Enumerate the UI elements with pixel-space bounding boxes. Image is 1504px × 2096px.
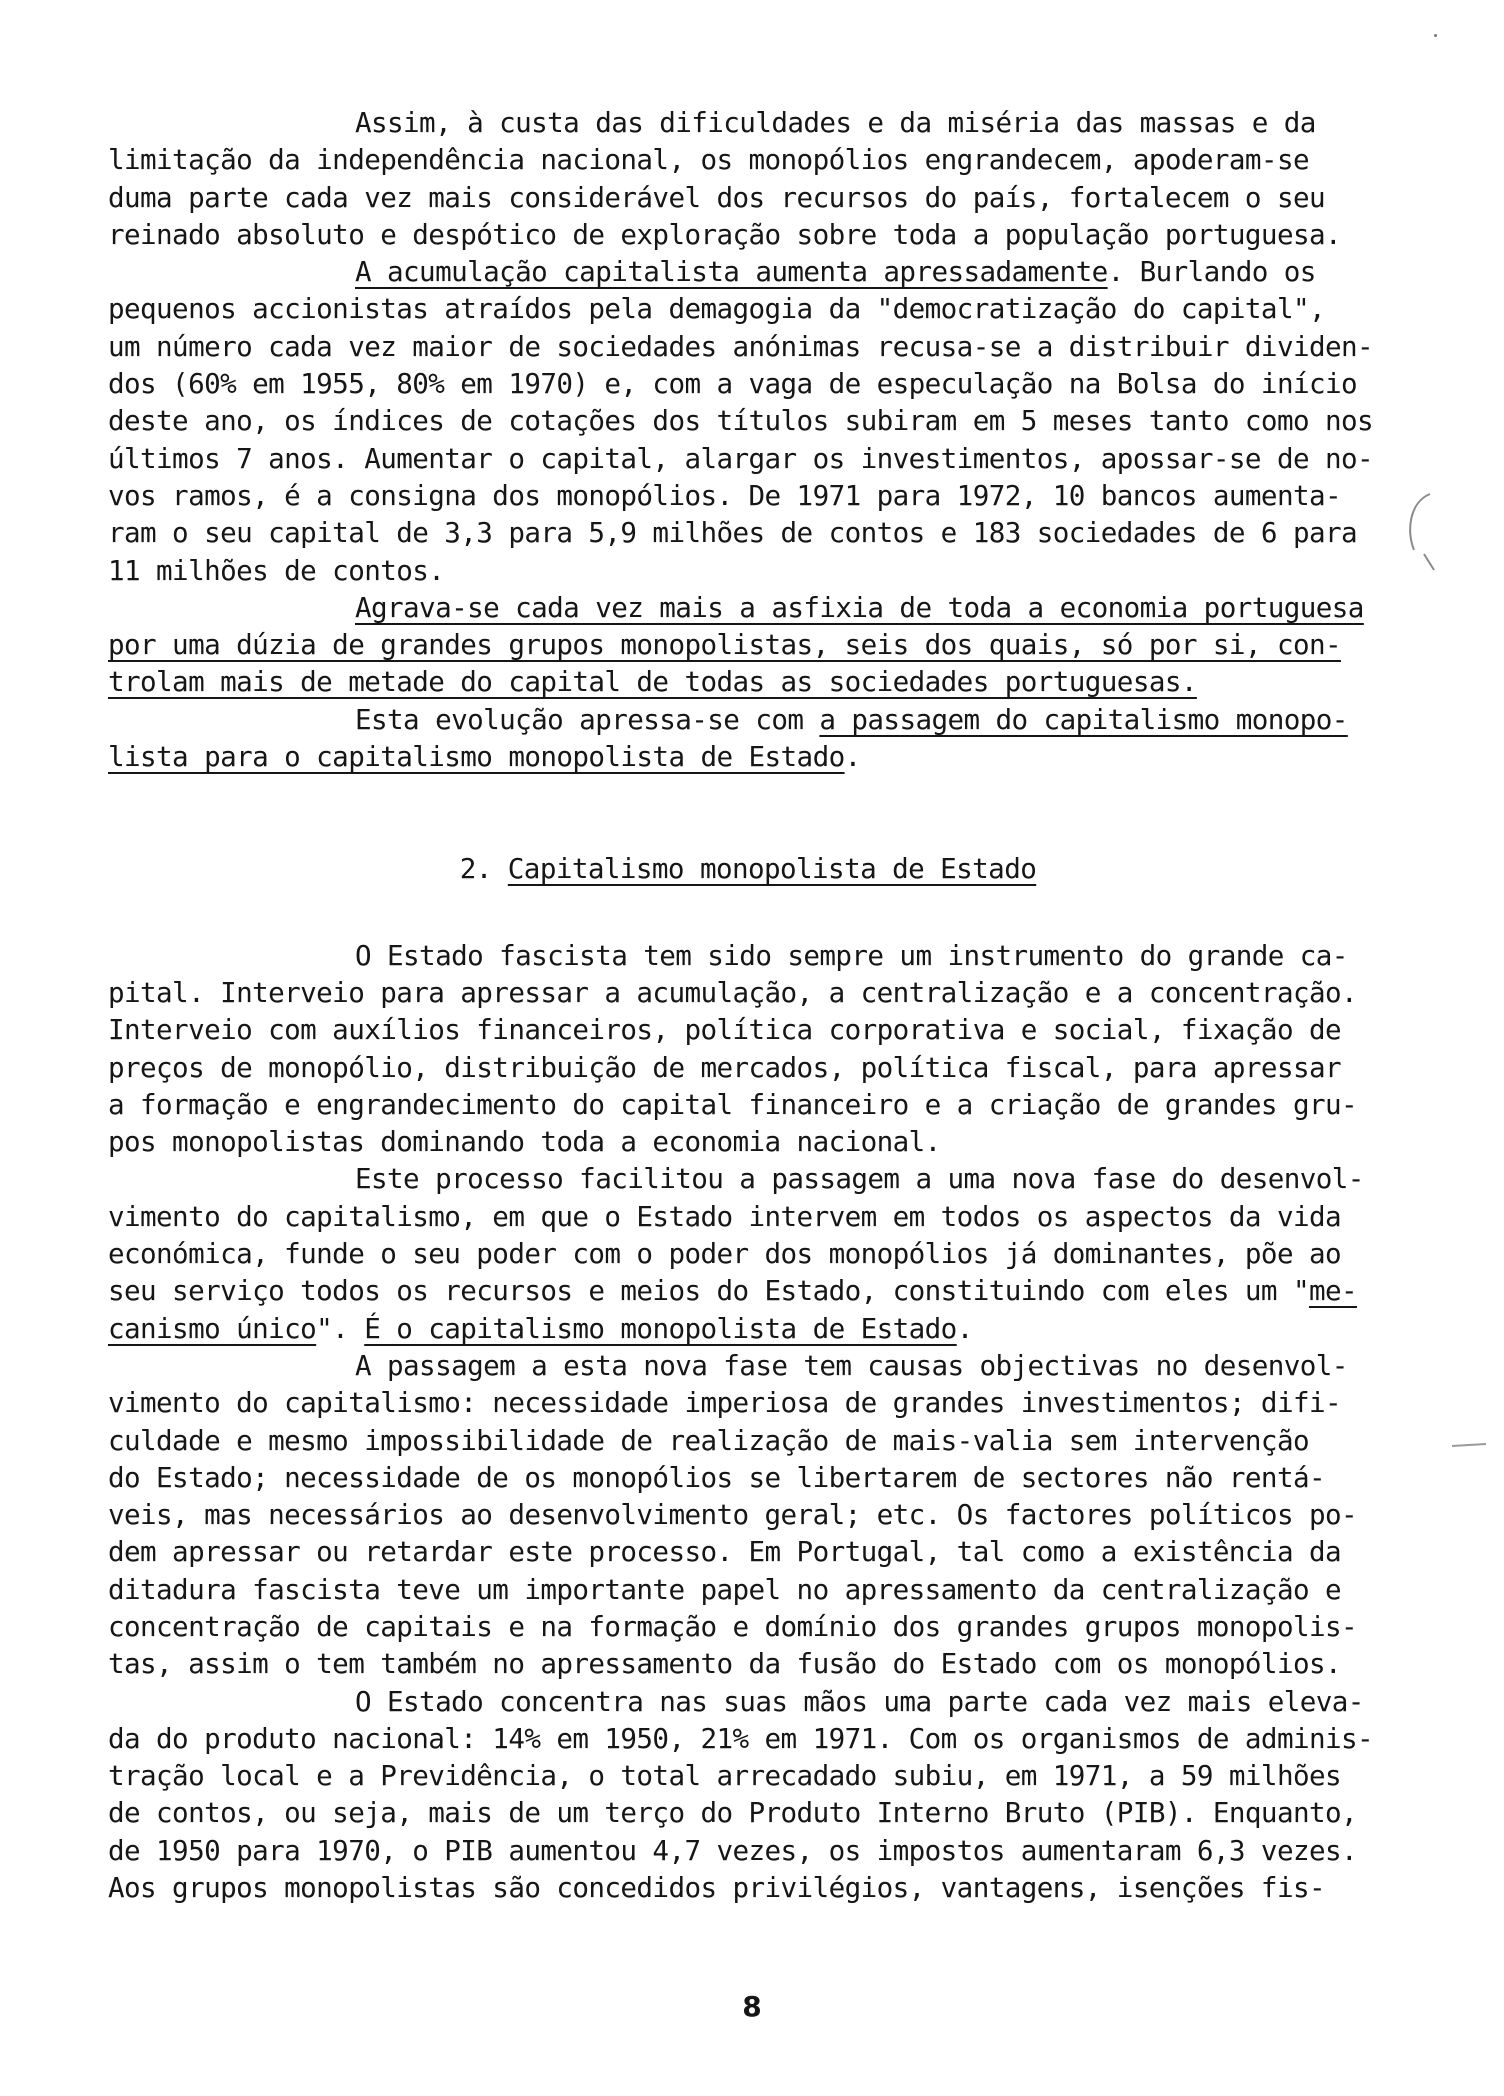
section-number: 2. [459, 852, 508, 886]
paragraph-line: Este processo facilitou a passagem a uma nova fase do desenvol- [355, 1162, 1364, 1196]
underlined-phrase: É o capitalismo monopolista de Estado [364, 1311, 957, 1345]
underlined-phrase: Agrava-se cada vez mais a asfixia de toda a economia portuguesa [355, 590, 1364, 624]
paragraph-line: da do produto nacional: 14% em 1950, 21% em 1971. Com os organismos de adminis- [108, 1721, 1374, 1755]
paragraph-line [108, 253, 1388, 290]
text-run: seu serviço todos os recursos e meios do Estado, constituindo com eles um " [108, 1274, 1309, 1308]
paragraph-line [108, 1272, 1388, 1309]
paragraph-line: económica, funde o seu poder com o poder dos monopólios já dominantes, põe ao [108, 1237, 1341, 1271]
text-run: . [844, 740, 861, 774]
underlined-phrase: trolam mais de metade do capital de todas as sociedades portuguesas. [108, 665, 1197, 699]
section-1-text [108, 104, 1388, 775]
scan-artifact-dash [1450, 1436, 1490, 1456]
scan-speck [1434, 34, 1437, 37]
paragraph-line: O Estado concentra nas suas mãos uma parte cada vez mais eleva- [355, 1684, 1364, 1718]
paragraph-line: de 1950 para 1970, o PIB aumentou 4,7 vezes, os impostos aumentaram 6,3 vezes. [108, 1833, 1358, 1867]
paragraph-line: vos ramos, é a consigna dos monopólios. De 1971 para 1972, 10 bancos aumenta- [108, 478, 1341, 512]
paragraph-line: culdade e mesmo impossibilidade de realização de mais-valia sem intervenção [108, 1423, 1309, 1457]
paragraph-line [108, 1310, 1388, 1347]
text-run: . [956, 1311, 973, 1345]
paragraph-line: ditadura fascista teve um importante papel no apressamento da centralização e [108, 1572, 1341, 1606]
underlined-phrase: a passagem do capitalismo monopo- [819, 702, 1348, 736]
section-2-text [108, 937, 1388, 1907]
document-page [108, 104, 1388, 1906]
text-run: . Burlando os [1107, 255, 1316, 289]
paragraph-line: Interveio com auxílios financeiros, política corporativa e social, fixação de [108, 1013, 1341, 1047]
paragraph-line: do Estado; necessidade de os monopólios se libertarem de sectores não rentá- [108, 1460, 1325, 1494]
paragraph-line: vimento do capitalismo, em que o Estado intervem em todos os aspectos da vida [108, 1199, 1341, 1233]
paragraph-line: vimento do capitalismo: necessidade imperiosa de grandes investimentos; difi- [108, 1386, 1341, 1420]
paragraph-line: pequenos accionistas atraídos pela demagogia da "democratização do capital", [108, 292, 1325, 326]
paragraph-line [108, 589, 1388, 626]
underlined-phrase: por uma dúzia de grandes grupos monopolistas, seis dos quais, só por si, con- [108, 628, 1341, 662]
paragraph-line: ram o seu capital de 3,3 para 5,9 milhões de contos e 183 sociedades de 6 para [108, 516, 1358, 550]
paragraph-line: Aos grupos monopolistas são concedidos privilégios, vantagens, isenções fis- [108, 1871, 1325, 1905]
section-title: Capitalismo monopolista de Estado [507, 852, 1037, 886]
section-heading [108, 850, 1388, 887]
text-run: ". [316, 1311, 365, 1345]
scan-artifact-mark [1400, 490, 1440, 580]
paragraph-line: veis, mas necessários ao desenvolvimento geral; etc. Os factores políticos po- [108, 1498, 1358, 1532]
paragraph-line [108, 663, 1388, 700]
paragraph-line: O Estado fascista tem sido sempre um instrumento do grande ca- [355, 938, 1348, 972]
paragraph-line: duma parte cada vez mais considerável dos recursos do país, fortalecem o seu [108, 180, 1325, 214]
paragraph-line: limitação da independência nacional, os monopólios engrandecem, apoderam-se [108, 143, 1309, 177]
paragraph-line: últimos 7 anos. Aumentar o capital, alargar os investimentos, apossar-se de no- [108, 441, 1374, 475]
paragraph-line: tas, assim o tem também no apressamento da fusão do Estado com os monopólios. [108, 1647, 1341, 1681]
page-number: 8 [742, 1990, 762, 2023]
paragraph-line: deste ano, os índices de cotações dos títulos subiram em 5 meses tanto como nos [108, 404, 1374, 438]
paragraph-line: tração local e a Previdência, o total arrecadado subiu, em 1971, a 59 milhões [108, 1759, 1341, 1793]
paragraph-line: reinado absoluto e despótico de exploração sobre toda a população portuguesa. [108, 217, 1341, 251]
paragraph-line: um número cada vez maior de sociedades anónimas recusa-se a distribuir dividen- [108, 329, 1374, 363]
text-run: Esta evolução apressa-se com [355, 702, 820, 736]
paragraph-line [108, 701, 1388, 738]
paragraph-line [108, 738, 1388, 775]
paragraph-line: de contos, ou seja, mais de um terço do Produto Interno Bruto (PIB). Enquanto, [108, 1796, 1358, 1830]
paragraph-line: pos monopolistas dominando toda a economia nacional. [108, 1125, 941, 1159]
paragraph-line: dem apressar ou retardar este processo. Em Portugal, tal como a existência da [108, 1535, 1341, 1569]
underlined-phrase: lista para o capitalismo monopolista de Estado [108, 740, 845, 774]
paragraph-line: pital. Interveio para apressar a acumulação, a centralização e a concentração. [108, 975, 1358, 1009]
paragraph-line [108, 626, 1388, 663]
paragraph-line: a formação e engrandecimento do capital financeiro e a criação de grandes gru- [108, 1087, 1358, 1121]
underlined-phrase: A acumulação capitalista aumenta apressadamente [355, 255, 1108, 289]
paragraph-line: 11 milhões de contos. [108, 553, 445, 587]
paragraph-line: A passagem a esta nova fase tem causas objectivas no desenvol- [355, 1348, 1348, 1382]
underlined-phrase: canismo único [108, 1311, 317, 1345]
paragraph-line: Assim, à custa das dificuldades e da miséria das massas e da [355, 106, 1316, 139]
paragraph-line: preços de monopólio, distribuição de mercados, política fiscal, para apressar [108, 1050, 1341, 1084]
underlined-phrase: me- [1308, 1274, 1358, 1308]
paragraph-line: concentração de capitais e na formação e domínio dos grandes grupos monopolis- [108, 1609, 1358, 1643]
paragraph-line: dos (60% em 1955, 80% em 1970) e, com a vaga de especulação na Bolsa do início [108, 367, 1358, 401]
